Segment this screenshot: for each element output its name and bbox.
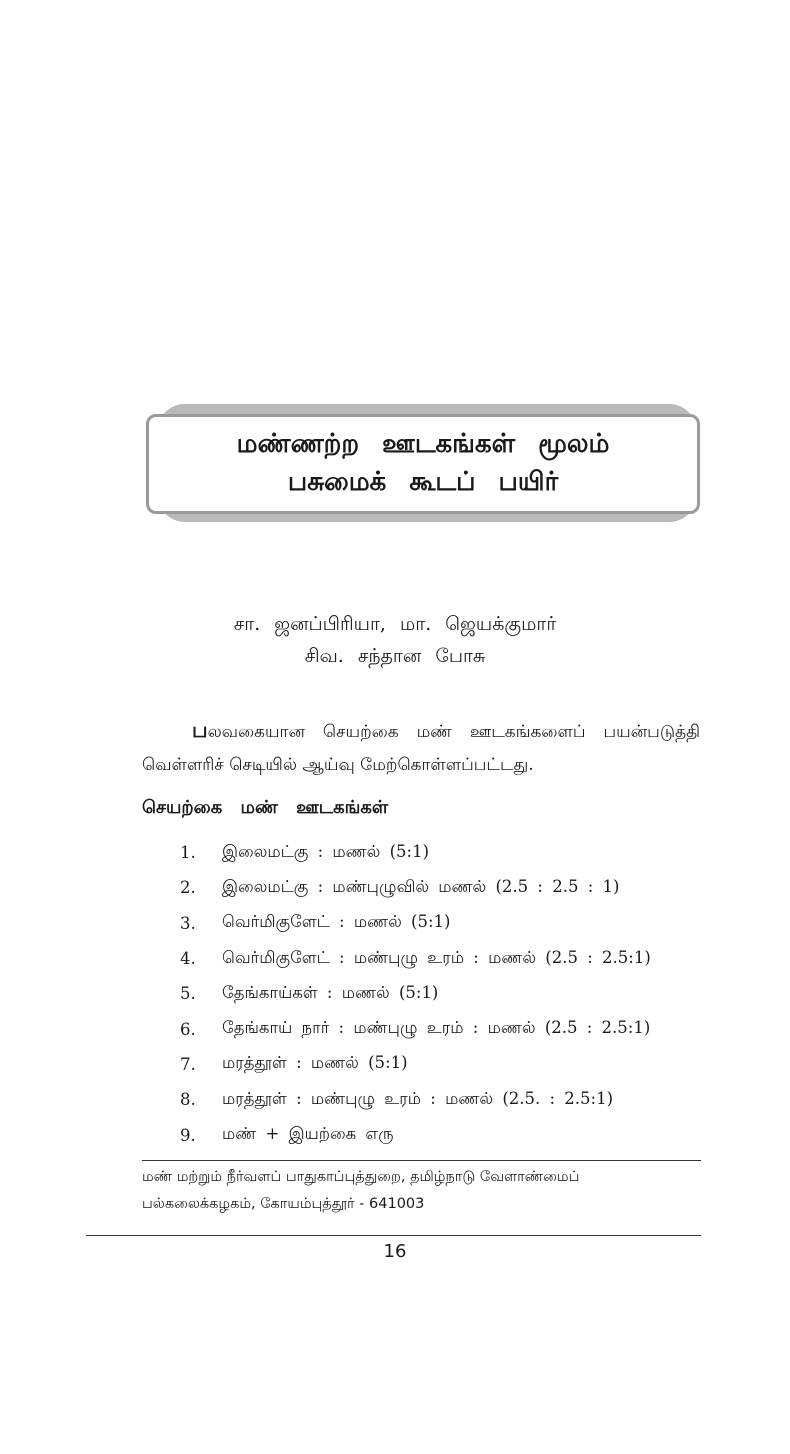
list-item-text: மண் + இயற்கை எரு [222, 1124, 394, 1144]
list-item [180, 835, 700, 870]
list-item [180, 870, 700, 905]
section-heading: செயற்கை மண் ஊடகங்கள் [142, 797, 389, 818]
list-item-number: 9. [180, 1125, 196, 1145]
page-number: 16 [383, 1241, 407, 1262]
list-item-number: 4. [180, 949, 196, 969]
list-item-text: தேங்காய் நார் : மண்புழு உரம் : மணல் (2.5 : 2.5:1) [222, 1018, 651, 1038]
list-item [180, 976, 700, 1011]
list-item-text: மரத்தூள் : மண்புழு உரம் : மணல் (2.5. : 2.5:1) [222, 1088, 614, 1108]
intro-dropcap: ப [192, 717, 208, 742]
intro-paragraph [142, 713, 700, 782]
intro-text: லவகையான செயற்கை மண் ஊடகங்களைப் பயன்படுத்தி வெள்ளரிச் செடியில் ஆய்வு மேற்கொள்ளப்பட்டது. [142, 722, 700, 775]
list-item-text: இலைமட்கு : மணல் (5:1) [222, 841, 430, 861]
authors-line-2: சிவ. சந்தான போசு [304, 645, 486, 667]
list-item-text: தேங்காய்கள் : மணல் (5:1) [222, 982, 439, 1002]
page-footer-rule [86, 1235, 701, 1236]
list-item-number: 2. [180, 878, 196, 898]
list-item [180, 1047, 700, 1082]
chapter-title-line-2: பசுமைக் கூடப் பயிர் [287, 467, 559, 497]
list-item-text: வெர்மிகுளேட் : மணல் (5:1) [222, 912, 451, 932]
list-item [180, 906, 700, 941]
list-item-number: 6. [180, 1019, 196, 1039]
list-item-number: 8. [180, 1090, 196, 1110]
chapter-title-box [146, 414, 700, 514]
materials-list [180, 835, 700, 1153]
footnote-divider [142, 1160, 701, 1161]
list-item-text: வெர்மிகுளேட் : மண்புழு உரம் : மணல் (2.5 : 2.5:1) [222, 947, 651, 967]
list-item-text: இலைமட்கு : மண்புழுவில் மணல் (2.5 : 2.5 : 1) [222, 876, 620, 896]
list-item-number: 7. [180, 1054, 196, 1074]
affiliation-line-1: மண் மற்றும் நீர்வளப் பாதுகாப்புத்துறை, தமிழ்நாடு வேளாண்மைப் [142, 1169, 580, 1185]
list-item-number: 3. [180, 913, 196, 933]
chapter-title-line-1: மண்ணற்ற ஊடகங்கள் மூலம் [236, 429, 610, 459]
list-item-number: 1. [180, 843, 196, 863]
list-item [180, 1117, 700, 1152]
list-item-number: 5. [180, 984, 196, 1004]
list-item [180, 941, 700, 976]
affiliation-line-2: பல்கலைக்கழகம், கோயம்புத்தூர் - 641003 [142, 1196, 425, 1212]
authors-block [0, 608, 790, 672]
list-item [180, 1011, 700, 1046]
affiliation-footnote [142, 1164, 702, 1218]
authors-line-1: சா. ஜனப்பிரியா, மா. ஜெயக்குமார் [233, 613, 557, 635]
list-item-text: மரத்தூள் : மணல் (5:1) [222, 1053, 408, 1073]
list-item [180, 1082, 700, 1117]
